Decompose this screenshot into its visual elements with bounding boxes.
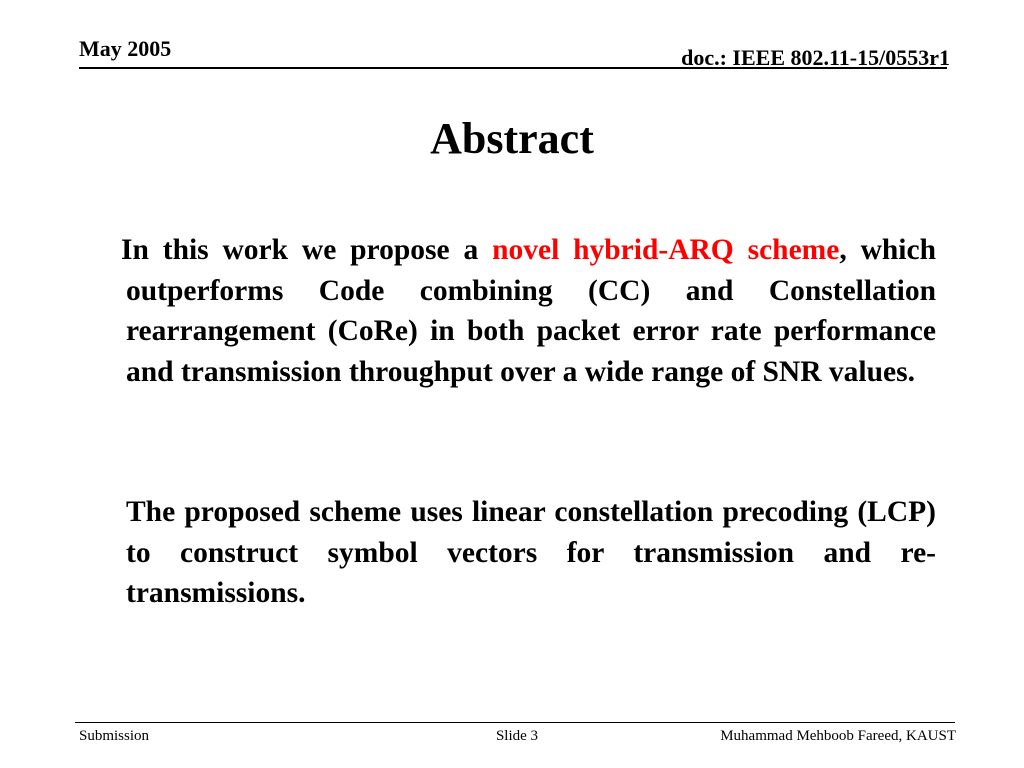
paragraph-1-rest-text: , which outperforms Code combining (CC) and Constellation rearrangement (CoRe) in both packet error rate performance and transmission throughput over a wide range of SNR values.	[126, 234, 936, 388]
highlighted-term: novel hybrid-ARQ scheme	[492, 234, 840, 266]
abstract-paragraph-2: The proposed scheme uses linear constellation precoding (LCP) to construct symbol vectors for transmission and re-transmissions.	[126, 496, 936, 609]
header-doc-id: doc.: IEEE 802.11-15/0553r1	[681, 45, 950, 70]
paragraph-1-lead-text: In this work we propose a	[121, 234, 493, 266]
header-date: May 2005	[79, 36, 172, 61]
footer-divider	[75, 722, 955, 723]
footer-slide-number: Slide 3	[495, 728, 539, 744]
header-divider	[79, 67, 947, 69]
footer-author: Muhammad Mehboob Fareed, KAUST	[720, 728, 956, 744]
footer-submission: Submission	[79, 728, 150, 744]
abstract-paragraph-1	[121, 230, 936, 392]
slide-title: Abstract	[430, 114, 594, 163]
